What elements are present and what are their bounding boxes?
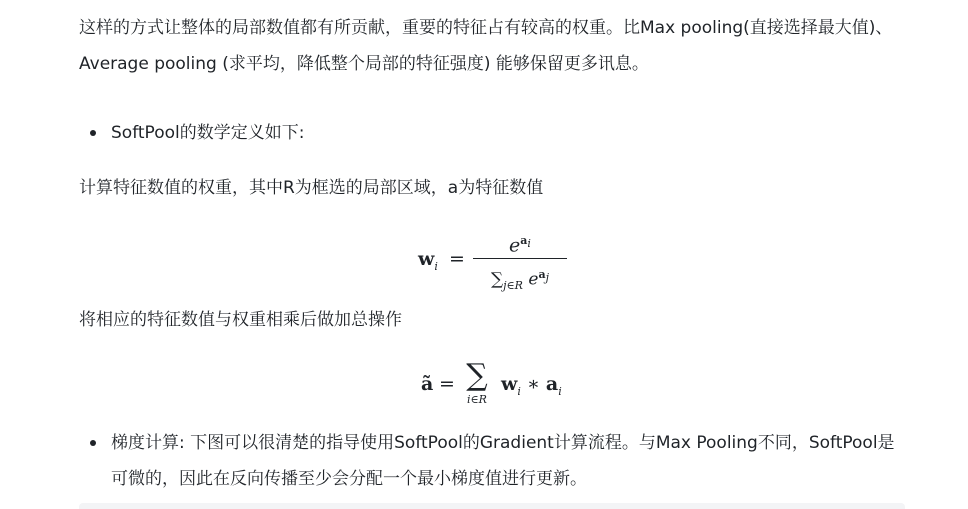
formula-sum-sigma: ∑ i∈R	[466, 358, 488, 406]
formula-weight-equals: =	[449, 248, 465, 270]
formula-weight-fraction	[473, 226, 567, 299]
formula-weight	[418, 226, 568, 296]
next-block-edge	[79, 503, 905, 509]
formula-weight-fraction-bar	[473, 258, 567, 259]
paragraph-intro: 这样的方式让整体的局部数值都有所贡献，重要的特征占有较高的权重。比Max pooling(直接选择最大值)、Average pooling (求平均，降低整个局部的特征强度) 能够保留更多讯息。	[79, 18, 893, 74]
bullet-definition: SoftPool的数学定义如下:	[111, 115, 901, 151]
formula-sum-rhs: $w_i$ ∗ $a_i$	[501, 373, 562, 398]
paragraph-weight-desc: 计算特征数值的权重，其中R为框选的局部区域，a为特征数值	[79, 178, 544, 198]
paragraph-sum-desc: 将相应的特征数值与权重相乘后做加总操作	[79, 310, 402, 330]
bullet-gradient: 梯度计算: 下图可以很清楚的指导使用SoftPool的Gradient计算流程。与Max Pooling不同，SoftPool是可微的，因此在反向传播至少会分配一个最小梯度值进行更新。	[111, 425, 901, 497]
formula-weight-lhs: $w_i$	[418, 248, 438, 273]
formula-sum	[421, 358, 562, 420]
formula-weight-denominator: $\sum_{j\in R}$ $e^{a_j}$	[490, 268, 549, 293]
formula-sum-lhs: ã	[421, 373, 434, 395]
formula-weight-numerator: $e^{a_i}$	[509, 234, 531, 257]
formula-sum-equals: =	[439, 373, 455, 395]
